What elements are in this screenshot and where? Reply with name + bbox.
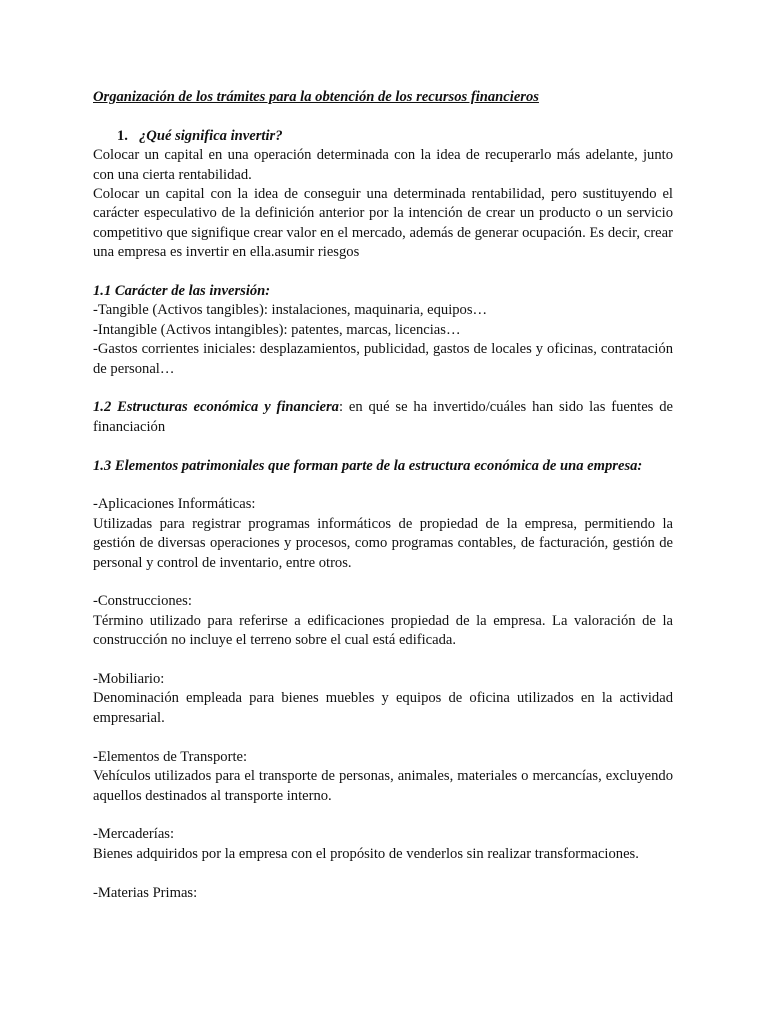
section-1-1-heading: 1.1 Carácter de las inversión: xyxy=(93,283,271,300)
spacer xyxy=(93,806,673,825)
section-1-number: 1. xyxy=(117,127,128,144)
spacer xyxy=(93,263,673,282)
element-description-mobiliario: Denominación empleada para bienes muebles y equipos de oficina utilizados en la actividad empresarial. xyxy=(93,690,673,726)
spacer xyxy=(93,379,673,398)
element-label-aplicaciones: -Aplicaciones Informáticas: xyxy=(93,496,256,513)
section-1-heading xyxy=(93,127,673,146)
section-1-paragraph-2: Colocar un capital con la idea de conseguir una determinada rentabilidad, pero sustituyendo el carácter especulativo de la definición anterior por la intención de crear un producto o un servicio competitivo que signifique crear valor en el mercado, además de generar ocupación. Es decir, crear una empresa es invertir en ella.asumir riesgos xyxy=(93,186,673,261)
element-label-transporte: -Elementos de Transporte: xyxy=(93,748,248,765)
section-1-1-item-gastos: -Gastos corrientes iniciales: desplazamientos, publicidad, gastos de locales y oficinas, contratación de personal… xyxy=(93,341,673,377)
section-1-3-heading: 1.3 Elementos patrimoniales que forman parte de la estructura económica de una empresa: xyxy=(93,457,643,474)
element-label-materias-primas: -Materias Primas: xyxy=(93,884,198,901)
element-label-mercaderias: -Mercaderías: xyxy=(93,826,175,843)
element-label-construcciones: -Construcciones: xyxy=(93,593,192,610)
element-description-mercaderias: Bienes adquiridos por la empresa con el propósito de venderlos sin realizar transformaciones. xyxy=(93,845,639,862)
section-1-paragraph-1: Colocar un capital en una operación determinada con la idea de recuperarlo más adelante, junto con una cierta rentabilidad. xyxy=(93,147,673,183)
element-description-aplicaciones: Utilizadas para registrar programas informáticos de propiedad de la empresa, permitiendo la gestión de diversas operaciones y procesos, como programas contables, de facturación, gestión de personal y control de inventario, entre otros. xyxy=(93,515,673,571)
spacer xyxy=(93,651,673,670)
element-description-construcciones: Término utilizado para referirse a edificaciones propiedad de la empresa. La valoración de la construcción no incluye el terreno sobre el cual está edificada. xyxy=(93,612,673,649)
section-1-2-text: : en qué se ha invertido/cuáles han sido las fuentes de financiación xyxy=(93,399,673,435)
section-1-1-item-intangible: -Intangible (Activos intangibles): patentes, marcas, licencias… xyxy=(93,321,461,338)
spacer xyxy=(93,728,673,747)
section-1-2-paragraph xyxy=(93,398,673,437)
section-1-2-heading: 1.2 Estructuras económica y financiera xyxy=(93,399,339,416)
element-label-mobiliario: -Mobiliario: xyxy=(93,671,165,688)
spacer xyxy=(93,476,673,495)
document-title: Organización de los trámites para la obtención de los recursos financieros xyxy=(93,89,539,105)
element-description-transporte: Vehículos utilizados para el transporte de personas, animales, materiales o mercancías, excluyendo aquellos destinados al transporte interno. xyxy=(93,768,673,804)
spacer xyxy=(93,864,673,883)
spacer xyxy=(93,437,673,456)
section-1-heading-text: ¿Qué significa invertir? xyxy=(139,127,283,144)
spacer xyxy=(93,573,673,592)
section-1-1-item-tangible: -Tangible (Activos tangibles): instalaciones, maquinaria, equipos… xyxy=(93,302,488,319)
document-page xyxy=(93,88,673,903)
